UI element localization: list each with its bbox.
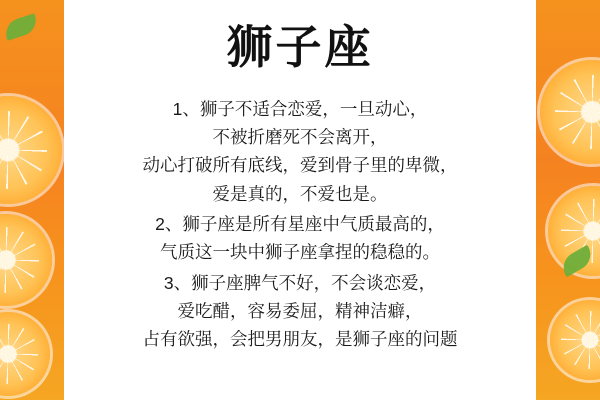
orange-slice-icon — [0, 312, 50, 396]
page-title: 狮子座 — [226, 21, 374, 73]
paragraph-3 — [64, 269, 536, 354]
paragraph-2 — [64, 210, 536, 267]
paragraph-line: 爱吃醋，容易委屈，精神洁癖， — [177, 301, 423, 321]
poster-body — [64, 95, 536, 356]
paragraph-line: 爱是真的，不爱也是。 — [212, 183, 388, 204]
poster-content — [64, 0, 536, 400]
orange-slice-icon — [0, 214, 52, 306]
paragraph-line: 气质这一块中狮子座拿捏的稳稳的。 — [160, 242, 440, 263]
paragraph-line: 动心打破所有底线，爱到骨子里的卑微， — [142, 155, 458, 176]
paragraph-line: 占有欲强，会把男朋友，是狮子座的问题 — [142, 329, 458, 350]
right-decorative-band — [536, 0, 600, 400]
leaf-icon — [2, 13, 40, 41]
paragraph-line: 3、狮子座脾气不好，不会谈恋爱， — [163, 272, 437, 293]
paragraph-line: 不被折磨死不会离开， — [212, 126, 388, 147]
left-decorative-band — [0, 0, 64, 400]
paragraph-1 — [64, 95, 536, 208]
orange-slice-icon — [540, 60, 600, 164]
orange-slice-icon — [0, 96, 62, 204]
paragraph-line: 1、狮子不适合恋爱，一旦动心， — [172, 98, 428, 119]
orange-slice-icon — [550, 300, 600, 380]
paragraph-line: 2、狮子座是所有星座中气质最高的， — [155, 213, 445, 234]
